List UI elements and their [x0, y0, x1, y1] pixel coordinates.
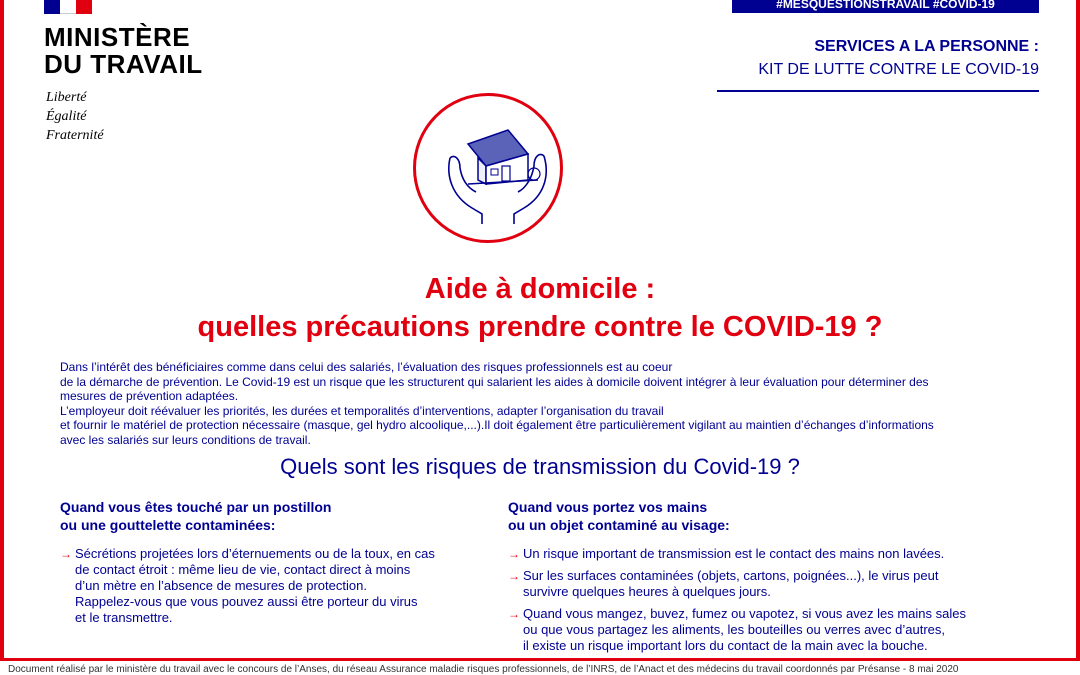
hand-contact-risk-list — [508, 546, 1028, 654]
hashtag-banner: #MESQUESTIONSTRAVAIL #COVID-19 — [732, 0, 1039, 13]
arrow-right-icon: → — [508, 569, 520, 583]
list-item-line: Sur les surfaces contaminées (objets, cartons, poignées...), le virus peut — [523, 568, 939, 583]
intro-line: de la démarche de prévention. Le Covid-19 est un risque que les structurent qui salarient les aides à domicile doivent intégrer à leur évaluation pour déterminer des — [60, 374, 929, 389]
list-item — [508, 546, 1028, 562]
heading-line: Quand vous êtes touché par un postillon — [60, 499, 332, 515]
service-title: SERVICES A LA PERSONNE : — [814, 38, 1039, 55]
ministry-name — [44, 24, 203, 78]
house-in-hands-icon — [416, 96, 560, 240]
intro-paragraph — [60, 360, 1020, 447]
list-item-line: et le transmettre. — [75, 610, 173, 625]
ministry-line-1: MINISTÈRE — [44, 22, 191, 52]
heading-line: ou un objet contaminé au visage: — [508, 517, 730, 533]
droplet-risk-list — [60, 546, 480, 626]
list-item-line: survivre quelques heures à quelques jours. — [523, 584, 771, 599]
header-divider — [717, 90, 1039, 92]
list-item-line: ou que vous partagez les aliments, les bouteilles ou verres avec d’autres, — [523, 622, 946, 637]
arrow-right-icon: → — [508, 547, 520, 561]
section-subtitle: Quels sont les risques de transmission du Covid-19 ? — [280, 454, 800, 479]
motto-liberte: Liberté — [46, 90, 87, 105]
hand-contact-risk-heading — [508, 498, 1028, 534]
list-item-line: il existe un risque important lors du contact de la main avec la bouche. — [523, 638, 928, 653]
hand-contact-risk-column — [508, 498, 1028, 660]
list-item-line: de contact étroit : même lieu de vie, contact direct à moins — [75, 562, 411, 577]
motto-egalite: Égalité — [46, 109, 87, 124]
intro-line: L’employeur doit réévaluer les priorités, les durées et temporalités d’interventions, adapter l’organisation du travail — [60, 403, 664, 418]
kit-title: KIT DE LUTTE CONTRE LE COVID-19 — [758, 61, 1039, 78]
emblem-circle — [413, 93, 563, 243]
main-title-line-1: Aide à domicile : — [424, 273, 656, 305]
list-item-line: Un risque important de transmission est le contact des mains non lavées. — [523, 546, 945, 561]
main-title-line-2: quelles précautions prendre contre le COVID-19 ? — [197, 311, 883, 343]
arrow-right-icon: → — [508, 607, 520, 621]
list-item — [508, 606, 1028, 654]
heading-line: ou une gouttelette contaminées: — [60, 517, 276, 533]
ministry-line-2: DU TRAVAIL — [44, 49, 203, 79]
intro-line: Dans l’intérêt des bénéficiaires comme dans celui des salariés, l’évaluation des risques professionnels est au coeur — [60, 360, 673, 374]
main-title — [0, 270, 1080, 346]
footnote: Document réalisé par le ministère du travail avec le concours de l’Anses, du réseau Assurance maladie risques professionnels, de l’INRS, de l’Anact et des médecins du travail coordonnés par Présanse - 8 mai 2020 — [8, 664, 959, 675]
intro-line: mesures de prévention adaptées. — [60, 389, 239, 403]
list-item-line: d’un mètre en l’absence de mesures de protection. — [75, 578, 367, 593]
droplet-risk-heading — [60, 498, 480, 534]
republic-motto — [46, 88, 104, 145]
intro-line: avec les salariés sur leurs conditions de travail. — [60, 432, 311, 447]
intro-line: et fournir le matériel de protection nécessaire (masque, gel hydro alcoolique,...).Il doit également être particulièrement vigilant au maintien d’échanges d’informations — [60, 418, 934, 432]
droplet-risk-column — [60, 498, 480, 632]
arrow-right-icon: → — [60, 547, 72, 561]
list-item — [60, 546, 480, 626]
marianne-logo — [44, 0, 92, 14]
list-item-line: Quand vous mangez, buvez, fumez ou vapotez, si vous avez les mains sales — [523, 606, 966, 621]
list-item-line: Sécrétions projetées lors d’éternuements ou de la toux, en cas — [75, 546, 435, 561]
list-item — [508, 568, 1028, 600]
motto-fraternite: Fraternité — [46, 128, 104, 143]
list-item-line: Rappelez-vous que vous pouvez aussi être porteur du virus — [75, 594, 418, 609]
heading-line: Quand vous portez vos mains — [508, 499, 708, 515]
